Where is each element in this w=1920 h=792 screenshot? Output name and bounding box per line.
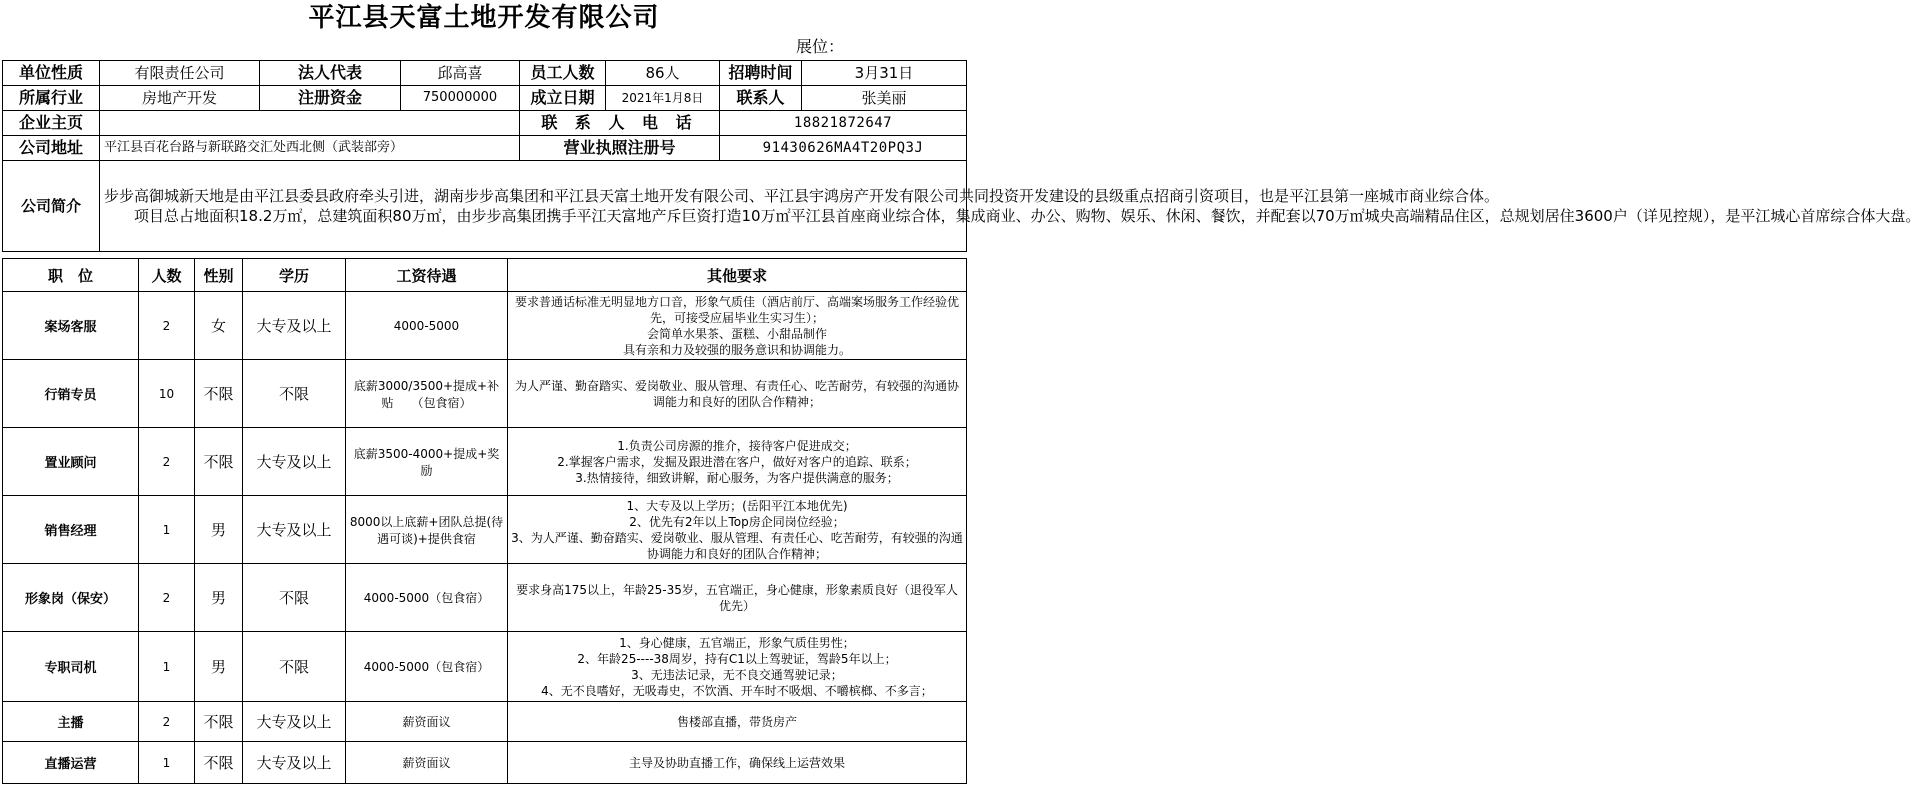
job-requirements [508,292,967,360]
header-count: 人数 [139,259,195,292]
job-gender: 女 [195,292,243,360]
job-requirements [508,702,967,742]
job-education: 大专及以上 [243,292,346,360]
jobs-table [2,258,967,784]
job-count: 1 [139,496,195,564]
requirement-line: 4、无不良嗜好，无吸毒史，不饮酒、开车时不吸烟、不嚼槟榔、不多言； [541,683,933,698]
table-row [3,292,967,360]
requirement-line: 3.热情接待，细致讲解，耐心服务，为客户提供满意的服务； [575,470,899,485]
capital-label: 注册资金 [260,86,401,111]
job-education: 不限 [243,564,346,632]
requirement-line: 要求身高175以上，年龄25-35岁，五官端正，身心健康，形象素质良好（退役军人优先） [516,582,958,613]
job-position: 案场客服 [3,292,139,360]
requirement-line: 2.掌握客户需求，发掘及跟进潜在客户，做好对客户的追踪、联系； [557,454,917,469]
contact-label: 联系人 [720,86,802,111]
job-count: 1 [139,632,195,702]
jobs-header-row [3,259,967,292]
nature-value: 有限责任公司 [100,61,260,86]
job-salary: 底薪3500-4000+提成+奖励 [346,428,508,496]
job-position: 直播运营 [3,742,139,784]
job-salary: 薪资面议 [346,742,508,784]
table-row [3,564,967,632]
job-count: 1 [139,742,195,784]
job-salary: 4000-5000（包食宿） [346,564,508,632]
employees-value: 86人 [606,61,720,86]
job-education: 大专及以上 [243,742,346,784]
company-info-table [2,60,1920,252]
job-requirements [508,428,967,496]
license-label: 营业执照注册号 [520,136,720,161]
header-education: 学历 [243,259,346,292]
table-row [3,702,967,742]
requirement-line: 1、大专及以上学历；(岳阳平江本地优先) [626,498,848,513]
header-other: 其他要求 [508,259,967,292]
intro-label: 公司简介 [3,161,100,252]
phone-label: 联 系 人 电 话 [520,111,720,136]
phone-value: 18821872647 [720,111,967,136]
job-salary: 4000-5000 [346,292,508,360]
job-education: 大专及以上 [243,496,346,564]
founded-value: 2021年1月8日 [606,86,720,111]
address-value: 平江县百花台路与新联路交汇处西北侧（武装部旁） [100,136,520,161]
job-salary: 薪资面议 [346,702,508,742]
job-education: 大专及以上 [243,428,346,496]
job-gender: 男 [195,496,243,564]
table-row [3,632,967,702]
job-salary: 4000-5000（包食宿） [346,632,508,702]
founded-label: 成立日期 [520,86,606,111]
header-position: 职 位 [3,259,139,292]
employees-label: 员工人数 [520,61,606,86]
requirement-line: 具有亲和力及较强的服务意识和协调能力。 [622,342,851,357]
job-salary: 底薪3000/3500+提成+补贴 （包食宿） [346,360,508,428]
intro-text [100,161,1920,252]
requirement-line: 要求普通话标准无明显地方口音，形象气质佳（酒店前厅、高端案场服务工作经验优先，可接受应届毕业生实习生）； [514,294,959,325]
capital-value: 750000000 [401,86,520,111]
job-position: 置业顾问 [3,428,139,496]
job-count: 10 [139,360,195,428]
job-position: 主播 [3,702,139,742]
requirement-line: 3、为人严谨、勤奋踏实、爱岗敬业、服从管理、有责任心、吃苦耐劳，有较强的沟通协调能力和良好的团队合作精神； [511,530,963,561]
job-education: 大专及以上 [243,702,346,742]
header-gender: 性别 [195,259,243,292]
job-count: 2 [139,428,195,496]
job-position: 行销专员 [3,360,139,428]
job-requirements [508,360,967,428]
homepage-value [100,111,520,136]
table-row [3,742,967,784]
job-count: 2 [139,702,195,742]
job-position: 形象岗（保安） [3,564,139,632]
job-requirements [508,496,967,564]
requirement-line: 主导及协助直播工作，确保线上运营效果 [628,755,845,770]
industry-label: 所属行业 [3,86,100,111]
header-salary: 工资待遇 [346,259,508,292]
booth-label: 展位： [796,37,845,56]
contact-value: 张美丽 [802,86,967,111]
job-requirements [508,632,967,702]
address-label: 公司地址 [3,136,100,161]
recruit-time-value: 3月31日 [802,61,967,86]
homepage-label: 企业主页 [3,111,100,136]
job-position: 销售经理 [3,496,139,564]
requirement-line: 3、无违法记录，无不良交通驾驶记录； [631,667,843,682]
job-gender: 不限 [195,702,243,742]
requirement-line: 2、年龄25----38周岁，持有C1以上驾驶证，驾龄5年以上； [577,651,897,666]
job-education: 不限 [243,360,346,428]
job-education: 不限 [243,632,346,702]
recruit-time-label: 招聘时间 [720,61,802,86]
intro-paragraph-1: 步步高御城新天地是由平江县委县政府牵头引进，湖南步步高集团和平江县天富土地开发有限公司、平江县宇鸿房产开发有限公司共同投资开发建设的县级重点招商引资项目，也是平江县第一座城市商业综合体。 [104,187,1500,205]
page-title: 平江县天富土地开发有限公司 [308,3,660,33]
job-gender: 男 [195,564,243,632]
industry-value: 房地产开发 [100,86,260,111]
job-gender: 不限 [195,360,243,428]
nature-label: 单位性质 [3,61,100,86]
job-gender: 男 [195,632,243,702]
job-count: 2 [139,292,195,360]
requirement-line: 1.负责公司房源的推介，接待客户促进成交； [617,438,857,453]
intro-paragraph-2: 项目总占地面积18.2万㎡，总建筑面积80万㎡，由步步高集团携手平江天富地产斥巨资打造10万㎡平江县首座商业综合体，集成商业、办公、购物、娱乐、休闲、餐饮，并配套以70万㎡城央高端精品住区，总规划居住3600户（详见控规），是平江城心首席综合体大盘。 [134,207,1920,225]
job-count: 2 [139,564,195,632]
requirement-line: 为人严谨、勤奋踏实、爱岗敬业、服从管理、有责任心、吃苦耐劳，有较强的沟通协调能力和良好的团队合作精神； [514,378,959,409]
license-value: 91430626MA4T20PQ3J [720,136,967,161]
requirement-line: 会简单水果茶、蛋糕、小甜品制作 [646,326,827,341]
requirement-line: 2、优先有2年以上Top房企同岗位经验； [629,514,845,529]
table-row [3,360,967,428]
job-gender: 不限 [195,742,243,784]
requirement-line: 售楼部直播，带货房产 [676,714,797,729]
legal-rep-value: 邱高喜 [401,61,520,86]
job-position: 专职司机 [3,632,139,702]
job-salary: 8000以上底薪+团队总提(待遇可谈)+提供食宿 [346,496,508,564]
job-gender: 不限 [195,428,243,496]
job-requirements [508,742,967,784]
table-row [3,428,967,496]
table-row [3,496,967,564]
requirement-line: 1、身心健康，五官端正，形象气质佳男性； [619,635,855,650]
legal-rep-label: 法人代表 [260,61,401,86]
job-requirements [508,564,967,632]
